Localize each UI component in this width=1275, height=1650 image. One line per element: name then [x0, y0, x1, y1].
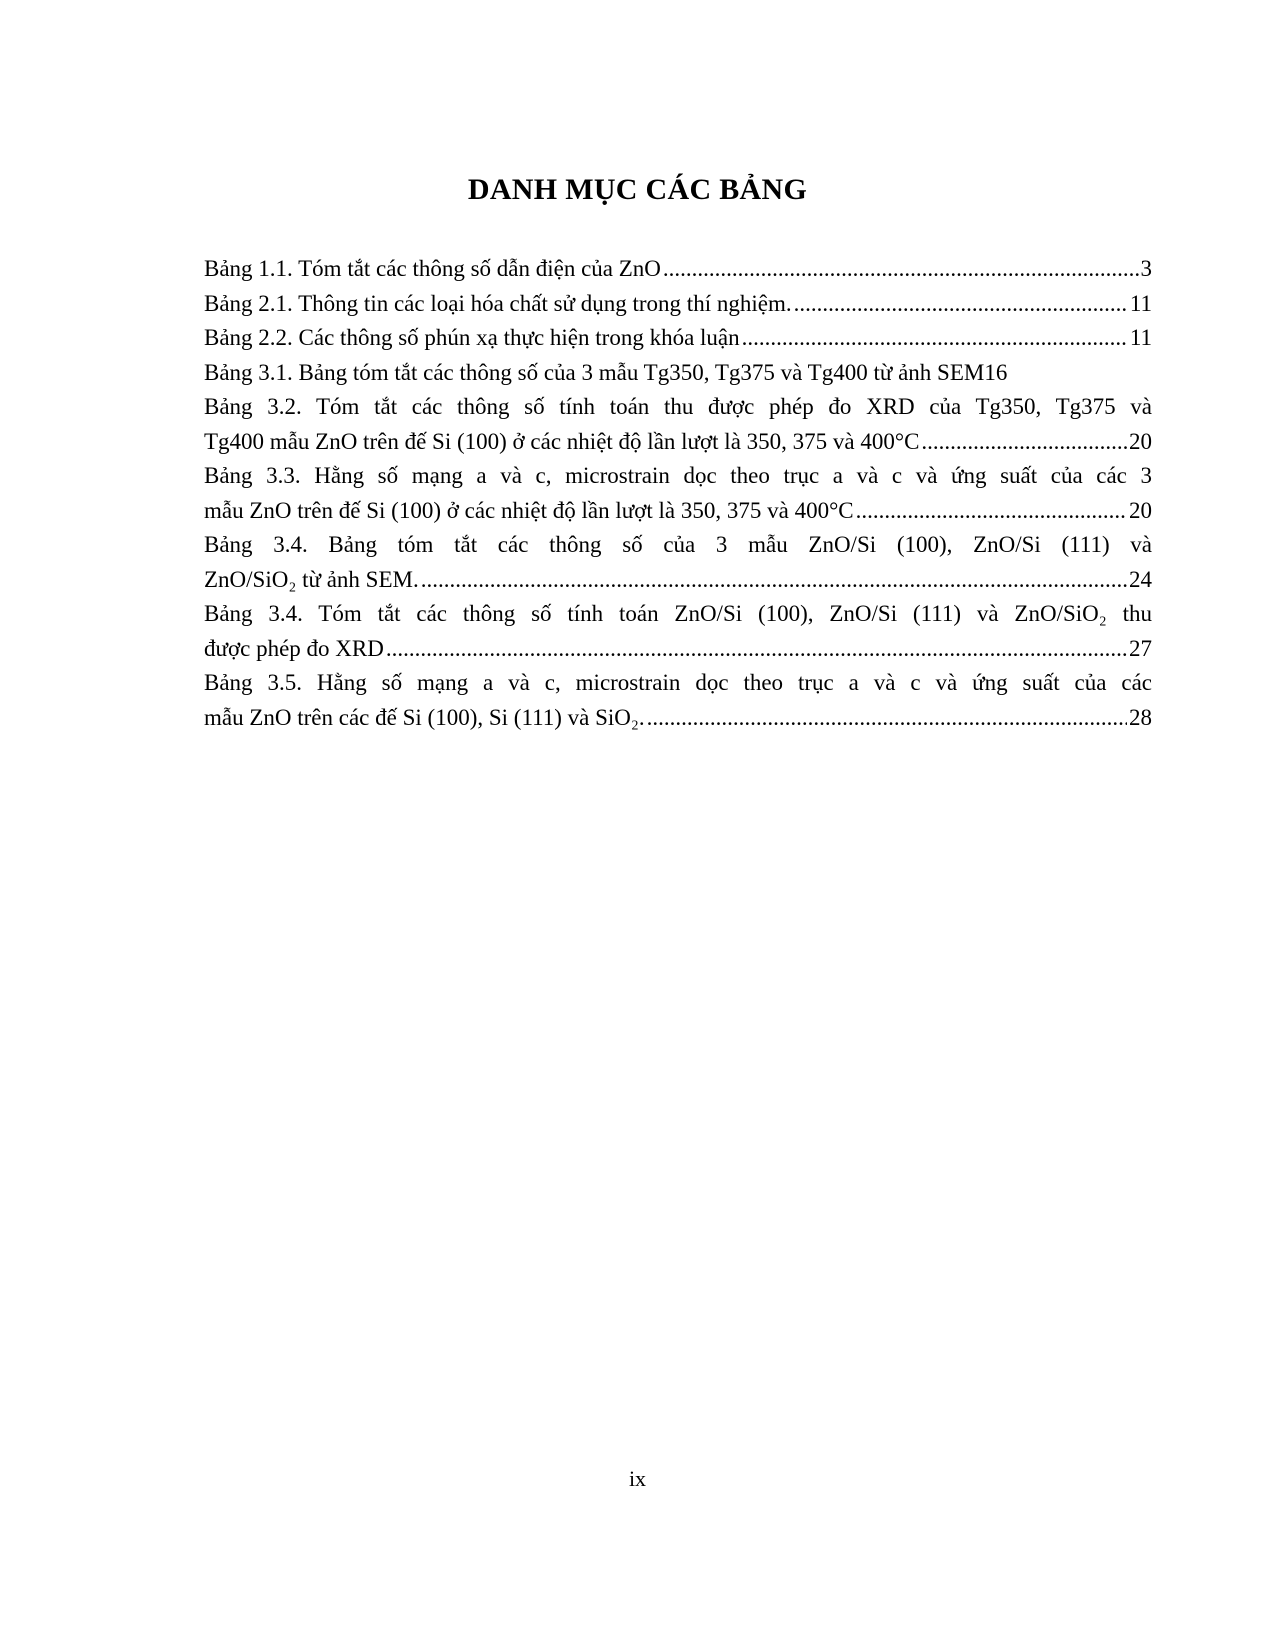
toc-entry-title-line1: Bảng 3.3. Hằng số mạng a và c, microstrain dọc theo trục a và c và ứng suất của các 3: [204, 463, 1152, 488]
toc-page-number: 24: [1129, 566, 1152, 592]
toc-entry-title: Bảng 2.1. Thông tin các loại hóa chất sử dụng trong thí nghiệm.: [204, 290, 792, 316]
toc-entry-5[interactable]: [204, 390, 1152, 459]
toc-entry-title-line1: Bảng 3.4. Bảng tóm tắt các thông số của 3 mẫu ZnO/Si (100), ZnO/Si (111) và: [204, 532, 1152, 557]
toc-entry-title: Bảng 1.1. Tóm tắt các thông số dẫn điện của ZnO: [204, 256, 661, 281]
toc-entry-title: Bảng 3.1. Bảng tóm tắt các thông số của 3 mẫu Tg350, Tg375 và Tg400 từ ảnh SEM: [204, 359, 985, 385]
toc-entry-title-line2: được phép đo XRD: [204, 635, 384, 661]
toc-entry-title-line1: Bảng 3.2. Tóm tắt các thông số tính toán thu được phép đo XRD của Tg350, Tg375 và: [204, 394, 1152, 419]
dot-leader: [794, 287, 1128, 322]
page-title: DANH MỤC CÁC BẢNG: [467, 173, 808, 206]
toc-entry-1[interactable]: [204, 252, 1152, 287]
toc-entry-line: [204, 356, 1152, 391]
dot-leader: [742, 321, 1128, 356]
toc-entry-9[interactable]: [204, 666, 1152, 735]
toc-entry-line: [204, 287, 1152, 322]
page-number: ix: [628, 1466, 647, 1491]
table-of-tables: [204, 252, 1152, 735]
toc-page-number: 20: [1129, 428, 1152, 454]
toc-page-number: 11: [1129, 290, 1152, 316]
toc-entry-line: [204, 321, 1152, 356]
toc-entry-line: [204, 494, 1152, 529]
toc-entry-title: Bảng 2.2. Các thông số phún xạ thực hiện trong khóa luận: [204, 325, 740, 350]
toc-entry-title-line1: Bảng 3.4. Tóm tắt các thông số tính toán ZnO/Si (100), ZnO/Si (111) và ZnO/SiO₂ thu: [204, 601, 1152, 626]
toc-entry-line: [204, 563, 1152, 598]
toc-entry-line: [204, 425, 1152, 460]
toc-entry-2[interactable]: [204, 287, 1152, 322]
toc-entry-title-line2: ZnO/SiO₂ từ ảnh SEM.: [204, 566, 419, 592]
toc-page-number: 20: [1129, 497, 1152, 523]
toc-entry-title-line2: Tg400 mẫu ZnO trên đế Si (100) ở các nhiệt độ lần lượt là 350, 375 và 400°C: [204, 428, 920, 454]
toc-entry-3[interactable]: [204, 321, 1152, 356]
dot-leader: [647, 701, 1127, 736]
toc-entry-title-line2: mẫu ZnO trên đế Si (100) ở các nhiệt độ lần lượt là 350, 375 và 400°C: [204, 497, 854, 523]
toc-entry-6[interactable]: [204, 459, 1152, 528]
toc-page-number: 27: [1129, 635, 1152, 661]
dot-leader: [921, 425, 1127, 460]
dot-leader: [421, 563, 1127, 598]
dot-leader: [663, 252, 1139, 287]
toc-entry-line: [204, 632, 1152, 667]
toc-page-number: 28: [1129, 704, 1152, 730]
toc-entry-title-line1: Bảng 3.5. Hằng số mạng a và c, microstrain dọc theo trục a và c và ứng suất của các: [204, 670, 1152, 695]
toc-entry-7[interactable]: [204, 528, 1152, 597]
toc-entry-4[interactable]: [204, 356, 1152, 391]
toc-entry-8[interactable]: [204, 597, 1152, 666]
dot-leader: [856, 494, 1127, 529]
toc-page-number: 3: [1140, 256, 1152, 281]
toc-entry-line: [204, 252, 1152, 287]
toc-entry-title-line2: mẫu ZnO trên các đế Si (100), Si (111) và SiO₂.: [204, 704, 645, 730]
toc-page-number: 11: [1129, 325, 1152, 350]
toc-page-number: 16: [984, 359, 1008, 385]
dot-leader: [386, 632, 1127, 667]
toc-entry-line: [204, 701, 1152, 736]
